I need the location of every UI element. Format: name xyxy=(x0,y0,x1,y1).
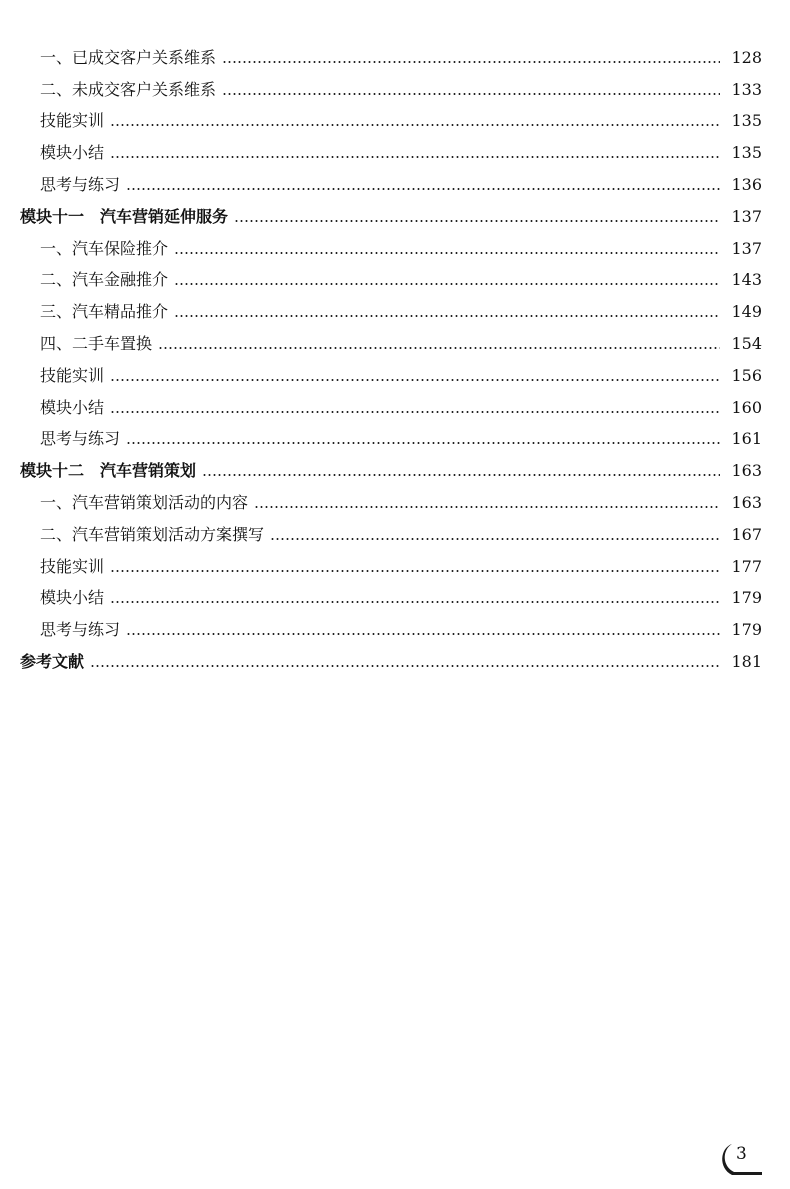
toc-entry xyxy=(0,481,790,513)
toc-entry-title: 模块小结 xyxy=(40,143,110,163)
toc-entry xyxy=(0,577,790,609)
dot-leader xyxy=(110,570,720,572)
toc-entry-title: 一、已成交客户关系维系 xyxy=(40,48,222,68)
dot-leader xyxy=(174,252,720,254)
dot-leader xyxy=(110,124,720,126)
toc-entry-page: 149 xyxy=(731,302,762,322)
page-number: 3 xyxy=(736,1144,747,1164)
toc-entry xyxy=(0,545,790,577)
toc-entry-page: 128 xyxy=(731,47,762,67)
toc-entry-title: 参考文献 xyxy=(20,652,90,672)
dot-leader xyxy=(110,601,720,603)
toc-entry-title: 模块小结 xyxy=(40,588,110,608)
toc-entry xyxy=(0,418,790,450)
toc-entry-page: 177 xyxy=(731,556,762,576)
toc-entry-page: 179 xyxy=(731,620,762,640)
toc-entry xyxy=(0,163,790,195)
toc-entry-page: 133 xyxy=(731,79,762,99)
toc-entry-title: 模块小结 xyxy=(40,398,110,418)
toc-entry-page: 135 xyxy=(731,111,762,131)
toc-entry-title: 一、汽车保险推介 xyxy=(40,239,174,259)
dot-leader xyxy=(90,665,720,667)
toc-entry-page: 163 xyxy=(731,492,762,512)
toc-entry-title: 三、汽车精品推介 xyxy=(40,302,174,322)
dot-leader xyxy=(174,283,720,285)
toc-entry xyxy=(0,290,790,322)
toc-entry-title: 模块十一 汽车营销延伸服务 xyxy=(20,207,234,227)
dot-leader xyxy=(126,633,720,635)
dot-leader xyxy=(174,315,720,317)
toc-entry xyxy=(0,259,790,291)
toc-entry xyxy=(0,195,790,227)
toc-entry xyxy=(0,449,790,481)
toc-entry-page: 143 xyxy=(731,270,762,290)
toc-entry-page: 156 xyxy=(731,365,762,385)
toc-entry xyxy=(0,322,790,354)
dot-leader xyxy=(222,93,720,95)
toc-entry-title: 技能实训 xyxy=(40,366,110,386)
dot-leader xyxy=(158,347,720,349)
dot-leader xyxy=(222,61,720,63)
toc-entry-title: 模块十二 汽车营销策划 xyxy=(20,461,202,481)
toc-entry xyxy=(0,36,790,68)
dot-leader xyxy=(126,188,720,190)
toc-entry-page: 136 xyxy=(731,174,762,194)
toc-entry-title: 技能实训 xyxy=(40,111,110,131)
dot-leader xyxy=(110,379,720,381)
dot-leader xyxy=(270,538,720,540)
table-of-contents xyxy=(0,36,790,672)
toc-entry-page: 167 xyxy=(731,524,762,544)
toc-entry-page: 135 xyxy=(731,143,762,163)
toc-entry-page: 161 xyxy=(731,429,762,449)
toc-entry-title: 技能实训 xyxy=(40,557,110,577)
toc-entry xyxy=(0,131,790,163)
toc-entry-page: 154 xyxy=(731,333,762,353)
dot-leader xyxy=(126,442,720,444)
toc-entry-page: 137 xyxy=(731,206,762,226)
toc-entry-title: 二、未成交客户关系维系 xyxy=(40,80,222,100)
toc-entry-page: 181 xyxy=(731,651,762,671)
toc-entry xyxy=(0,640,790,672)
toc-entry xyxy=(0,100,790,132)
toc-entry xyxy=(0,68,790,100)
toc-entry-title: 一、汽车营销策划活动的内容 xyxy=(40,493,254,513)
toc-entry-page: 137 xyxy=(731,238,762,258)
toc-entry-title: 二、汽车营销策划活动方案撰写 xyxy=(40,525,270,545)
toc-entry-page: 179 xyxy=(731,588,762,608)
dot-leader xyxy=(110,156,720,158)
toc-entry-page: 160 xyxy=(731,397,762,417)
dot-leader xyxy=(110,411,720,413)
dot-leader xyxy=(234,220,720,222)
toc-entry-title: 四、二手车置换 xyxy=(40,334,158,354)
page-number-folio xyxy=(718,1140,764,1180)
toc-entry xyxy=(0,608,790,640)
toc-entry-title: 二、汽车金融推介 xyxy=(40,270,174,290)
toc-entry xyxy=(0,386,790,418)
dot-leader xyxy=(202,474,720,476)
dot-leader xyxy=(254,506,720,508)
toc-entry-title: 思考与练习 xyxy=(40,175,126,195)
toc-entry-page: 163 xyxy=(731,461,762,481)
toc-entry xyxy=(0,354,790,386)
toc-entry-title: 思考与练习 xyxy=(40,620,126,640)
toc-entry xyxy=(0,227,790,259)
toc-entry-title: 思考与练习 xyxy=(40,429,126,449)
toc-entry xyxy=(0,513,790,545)
